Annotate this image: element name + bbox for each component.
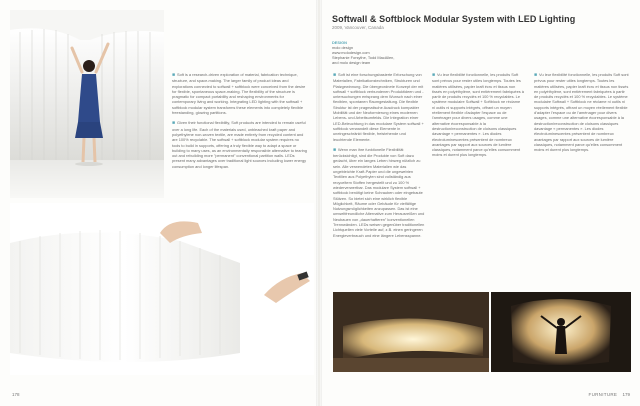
- bullet-icon: ■: [172, 120, 176, 127]
- section-name: FURNITURE: [588, 392, 618, 397]
- credits-line: molo design: [332, 45, 353, 50]
- design-credits: [332, 40, 394, 65]
- paragraph: ■ Soft is a research-driven exploration of material, fabrication technique, structure, and space-making. The larger family of product ideas and explorations connected to softwall + softblock were conceived from the desire for flexible, spontaneous space-making. The flexibility of the structure is pragmatic for compact portability and reshaping environments for contemporary living and working. Integrating LED lighting with the softwall + softblock modular system transforms these elements into completely flexible freestanding, glowing partitions.: [172, 72, 306, 116]
- photo-woman-softwall: [10, 10, 164, 198]
- paragraph: ■ Vu leur flexibilité fonctionnelle, les produits Soft sont prévus pour rester utiles longtemps. Toutes les matières utilisées, papier kraft écru et tissus non tissés en polyéthylène, sont entièrement fabriquées à partir de produits recyclés et 100 % recyclables. Le système modulaire Softwall + Softblock ne réclame ni outils ni supports intégrés, offrant un moyen réellement flexible d'adapter l'espace ou de l'aménager pour divers usages, comme une alternative écoresponsable à la destruction/reconstruction de cloisons classiques davantage « permanentes ». Les diodes électroluminescentes présentent de nombreux avantages par rapport aux sources de lumière classiques, notamment parce qu'elles consomment moins et durent plus longtemps.: [534, 72, 629, 153]
- paragraph: ■ Vu leur flexibilité fonctionnelle, les produits Soft sont prévus pour rester utiles longtemps. Toutes les matières utilisées, papier kraft écru et tissus non tissés en polyéthylène, sont entièrement fabriquées à partir de produits recyclés et 100 % recyclables. Le système modulaire Softwall + Softblock ne réclame ni outils ni supports intégrés, offrant un moyen réellement flexible d'adapter l'espace ou de l'aménager pour divers usages, comme une alternative écoresponsable à la destruction/reconstruction de cloisons classiques davantage « permanentes ». Les diodes électroluminescentes présentent de nombreux avantages par rapport aux sources de lumière classiques, notamment parce qu'elles consomment moins et durent plus longtemps.: [432, 72, 524, 158]
- bullet-icon: ■: [333, 72, 337, 78]
- bullet-icon: ■: [534, 72, 538, 78]
- french-text-column-continued: [534, 72, 630, 157]
- paragraph: ■ Soft ist eine forschungsbasierte Erforschung von Materialien, Fabrikationstechniken, Strukturen und Platzgewinnung. Die übergeordnete Konzept der mit softwall + softblock verbundenen Produktideen und -untersuchungen entsprang dem Wunsch nach einer flexiblen, spontanen Raumgestaltung. Die flexible Struktur ist der pragmatische Ausdruck kompakter Mobilität und der Neuformierung eines modernen Lebens- und Arbeitsumfelds. Die Integration einer LED-Beleuchtung in das modulare System softwall + softblock verwandelt diese Elemente in uneingeschränkt flexible, freistehende und leuchtende Elemente.: [333, 72, 424, 142]
- credits-line: Stephanie Forsythe, Todd MacAllen,: [332, 55, 395, 60]
- credits-line: and molo design team: [332, 60, 371, 65]
- photo-hands-softwall: [10, 203, 314, 375]
- page-footer-right: [589, 392, 630, 397]
- credits-label: DESIGN: [332, 40, 347, 45]
- page-number-right: 179: [622, 392, 630, 397]
- english-text-column: [172, 72, 308, 174]
- article-subtitle: 2009, Vancouver, Canada: [332, 25, 384, 30]
- french-text-column: [432, 72, 524, 163]
- german-text-column: [333, 72, 425, 243]
- credits-line: www.molodesign.com: [332, 50, 370, 55]
- bullet-icon: ■: [432, 72, 436, 78]
- photo-glowing-softwall: [333, 292, 489, 372]
- paragraph: ■ Wenn man ihre funktionelle Flexibilität berücksichtigt, sind die Produkte von Soft dazu gedacht, über ein langes Leben hinweg nützlich zu sein. Alle verwendeten Materialien wie das ungebleichte Kraft-Papier und die ungewebten Textilien aus Polyethylen sind vollständig aus recyceltem Stoffen hergestellt und zu 100 % wiederverwertbar. Das modulare System softwall + softblock benötigt keine Schrauben oder eingebaute Stützen. So bietet sich eine wirklich flexible Möglichkeit, Räume oder Gebäude für vielfältige Nutzungsmöglichkeiten anzupassen. Das ist eine umweltfreundliche Alternative zum Herausreißen und Neubauen von „dauerhafteren" konventionellen Trennwänden. LEDs weisen gegenüber traditionellen Lichtquellen viele Vorteile auf, z.B. einen geringeren Energieverbrauch und eine längere Lebensspanne.: [333, 146, 425, 238]
- bullet-icon: ■: [333, 146, 337, 153]
- page-number-left: 178: [12, 392, 20, 397]
- paragraph: ■ Given their functional flexibility, Soft products are intended to remain useful over a long life. Each of the materials used, unbleached kraft paper and polyethylene non-woven textile, are made entirely from recycled content and are 100% recyclable. The softwall + softblock modular system requires no tools to build in supports, offering a truly flexible way to adapt a space or building to many uses, as an environmentally responsible alternative to tearing out and rebuilding more "permanent" conventional partition walls. LEDs present many advantages over traditional light sources including lower energy consumption and longer lifespan.: [172, 120, 307, 169]
- bullet-icon: ■: [172, 72, 176, 78]
- article-title: Softwall & Softblock Modular System with LED Lighting: [332, 14, 576, 24]
- book-gutter: [316, 0, 322, 406]
- photo-person-lit-wall: [491, 292, 631, 372]
